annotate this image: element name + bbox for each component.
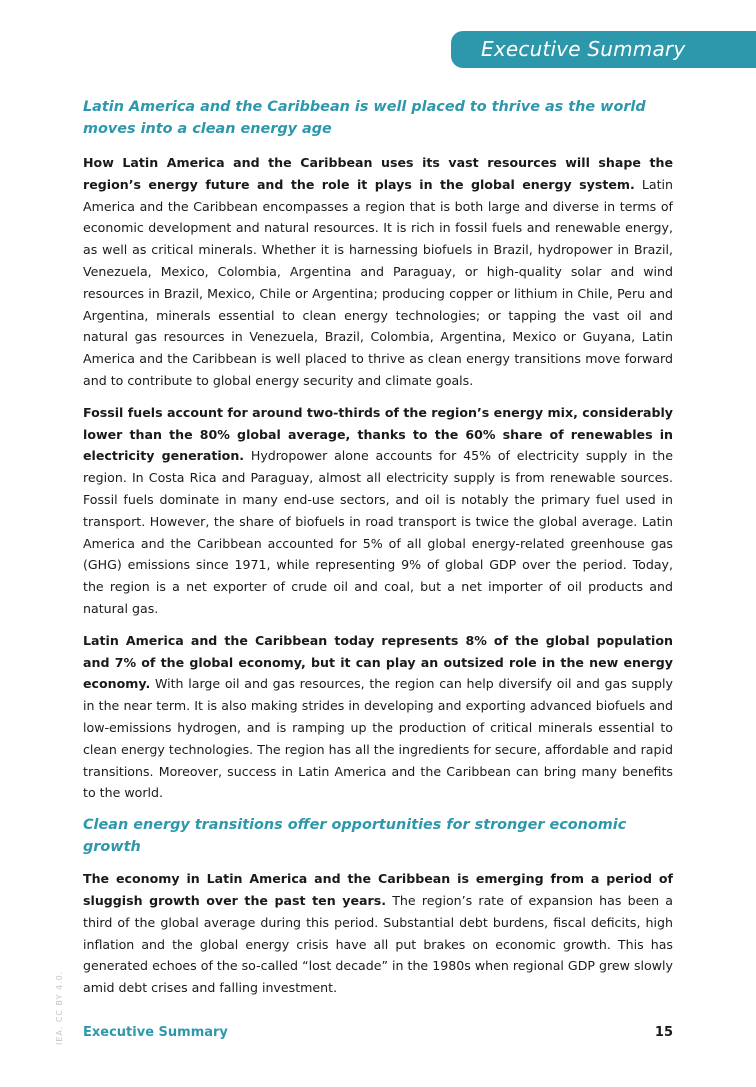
paragraph [83, 152, 673, 392]
paragraph-body: The region’s rate of expansion has been a third of the global average during this period. Substantial debt burdens, fiscal deficits, high inflation and the global energy crisis have all put brakes on economic growth. This has generated echoes of the so-called “lost decade” in the 1980s when regional GDP grew slowly amid debt crises and falling investment. [83, 892, 673, 996]
section-heading: Clean energy transitions offer opportunities for stronger economic growth [83, 817, 627, 856]
page-number: 15 [654, 1025, 673, 1040]
paragraph [83, 402, 673, 620]
paragraph [83, 630, 673, 804]
license-watermark: IEA. CC BY 4.0. [55, 970, 64, 1045]
header-tab [451, 31, 756, 68]
header-tab-label: Executive Summary [481, 37, 686, 61]
paragraph-lead: Latin America and the Caribbean today represents 8% of the global population and 7% of the global economy, but it can play an outsized role in the new energy economy. [83, 632, 673, 692]
paragraph-body: Hydropower alone accounts for 45% of electricity supply in the region. In Costa Rica and Paraguay, almost all electricity supply is from renewable sources. Fossil fuels dominate in many end-use sectors, and oil is notably the primary fuel used in transport. However, the share of biofuels in road transport is twice the global average. Latin America and the Caribbean accounted for 5% of all global energy-related greenhouse gas (GHG) emissions since 1971, while representing 9% of global GDP over the period. Today, the region is a net exporter of crude oil and coal, but a net importer of oil products and natural gas. [83, 448, 673, 616]
paragraph-lead: How Latin America and the Caribbean uses its vast resources will shape the region’s energy future and the role it plays in the global energy system. [83, 155, 673, 192]
main-content [83, 96, 673, 1009]
footer-title: Executive Summary [83, 1025, 228, 1040]
paragraph-body: Latin America and the Caribbean encompasses a region that is both large and diverse in terms of economic development and natural resources. It is rich in fossil fuels and renewable energy, as well as critical minerals. Whether it is harnessing biofuels in Brazil, hydropower in Brazil, Venezuela, Mexico, Colombia, Argentina and Paraguay, or high-quality solar and wind resources in Brazil, Mexico, Chile or Argentina; producing copper or lithium in Chile, Peru and Argentina, minerals essential to clean energy technologies; or tapping the vast oil and natural gas resources in Venezuela, Brazil, Colombia, Argentina, Mexico or Guyana, Latin America and the Caribbean is well placed to thrive as clean energy transitions move forward and to contribute to global energy security and climate goals. [83, 176, 674, 388]
paragraph-lead: The economy in Latin America and the Caribbean is emerging from a period of sluggish growth over the past ten years. [83, 871, 673, 908]
paragraph-body: With large oil and gas resources, the region can help diversify oil and gas supply in the near term. It is also making strides in developing and exporting advanced biofuels and low-emissions hydrogen, and is ramping up the production of critical minerals essential to clean energy technologies. The region has all the ingredients for secure, affordable and rapid transitions. Moreover, success in Latin America and the Caribbean can bring many benefits to the world. [83, 676, 673, 801]
paragraph-lead: Fossil fuels account for around two-thirds of the region’s energy mix, considerably lower than the 80% global average, thanks to the 60% share of renewables in electricity generation. [83, 404, 673, 464]
paragraph [83, 868, 673, 999]
section-heading: Latin America and the Caribbean is well placed to thrive as the world moves into a clean energy age [83, 99, 646, 137]
